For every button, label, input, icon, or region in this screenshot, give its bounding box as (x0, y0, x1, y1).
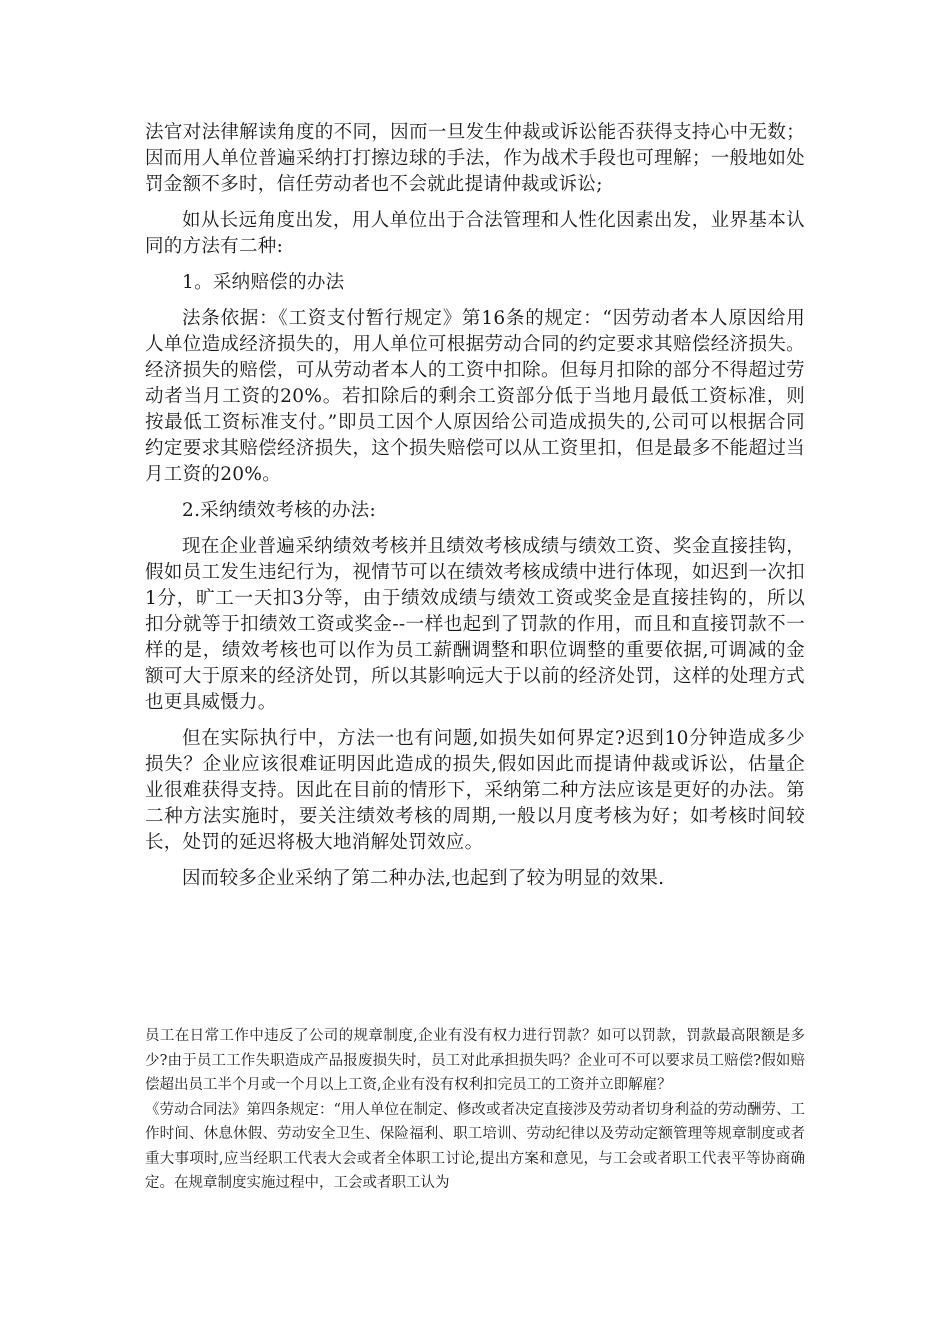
law-quote-paragraph: 《劳动合同法》第四条规定：“用人单位在制定、修改或者决定直接涉及劳动者切身利益的劳动酬劳、工作时间、休息休假、劳动安全卫生、保险福利、职工培训、劳动纪律以及劳动定额管理等规章制度或者重大事项时,应当经职工代表大会或者全体职工讨论,提出方案和意见，与工会或者职工代表平等协商确定。在规章制度实施过程中，工会或者职工认为 (145, 1101, 805, 1191)
section-heading-1: 1。采纳赔偿的办法 (182, 272, 345, 293)
main-body (145, 120, 805, 902)
paragraph-1: 法官对法律解读角度的不同，因而一旦发生仲裁或诉讼能否获得支持心中无数；因而用人单位普遍采纳打打擦边球的手法，作为战术手段也可理解；一般地如处罚金额不多时，信任劳动者也不会就此提请仲裁或诉讼; (145, 122, 805, 195)
paragraph-2: 如从长远角度出发，用人单位出于合法管理和人性化因素出发，业界基本认同的方法有二种: (145, 210, 805, 257)
paragraph-conclusion: 因而较多企业采纳了第二种办法,也起到了较为明显的效果. (182, 868, 665, 889)
paragraph-practice: 但在实际执行中，方法一也有问题,如损失如何界定?迟到10分钟造成多少损失？企业应该很难证明因此造成的损失,假如因此而提请仲裁或诉讼，估量企业很难获得支持。因此在目前的情形下，采纳第二种方法应该是更好的办法。第二种方法实施时，要关注绩效考核的周期,一般以月度考核为好；如考核时间较长，处罚的延迟将极大地消解处罚效应。 (145, 728, 805, 853)
paragraph-legal-basis: 法条依据：《工资支付暂行规定》第16条的规定：“因劳动者本人原因给用人单位造成经济损失的，用人单位可根据劳动合同的约定要求其赔偿经济损失。经济损失的赔偿，可从劳动者本人的工资中扣除。但每月扣除的部分不得超过劳动者当月工资的20%。若扣除后的剩余工资部分低于当地月最低工资标准，则按最低工资标准支付。”即员工因个人原因给公司造成损失的,公司可以根据合同约定要求其赔偿经济损失，这个损失赔偿可以从工资里扣，但是最多不能超过当月工资的20%。 (145, 308, 805, 485)
section-heading-2: 2.采纳绩效考核的办法: (182, 500, 376, 521)
secondary-body (145, 1024, 805, 1196)
paragraph-performance: 现在企业普遍采纳绩效考核并且绩效考核成绩与绩效工资、奖金直接挂钩，假如员工发生违纪行为，视情节可以在绩效考核成绩中进行体现，如迟到一次扣1分，旷工一天扣3分等，由于绩效成绩与绩效工资或奖金是直接挂钩的，所以扣分就等于扣绩效工资或奖金--一样也起到了罚款的作用，而且和直接罚款不一样的是，绩效考核也可以作为员工薪酬调整和职位调整的重要依据,可调减的金额可大于原来的经济处罚，所以其影响远大于以前的经济处罚，这样的处理方式也更具威慑力。 (145, 536, 805, 713)
question-paragraph: 员工在日常工作中违反了公司的规章制度,企业有没有权力进行罚款？如可以罚款，罚款最高限额是多少?由于员工工作失职造成产品报废损失时，员工对此承担损失吗？企业可不可以要求员工赔偿?假如赔偿超出员工半个月或一个月以上工资,企业有没有权利扣完员工的工资并立即解雇？ (145, 1028, 805, 1093)
